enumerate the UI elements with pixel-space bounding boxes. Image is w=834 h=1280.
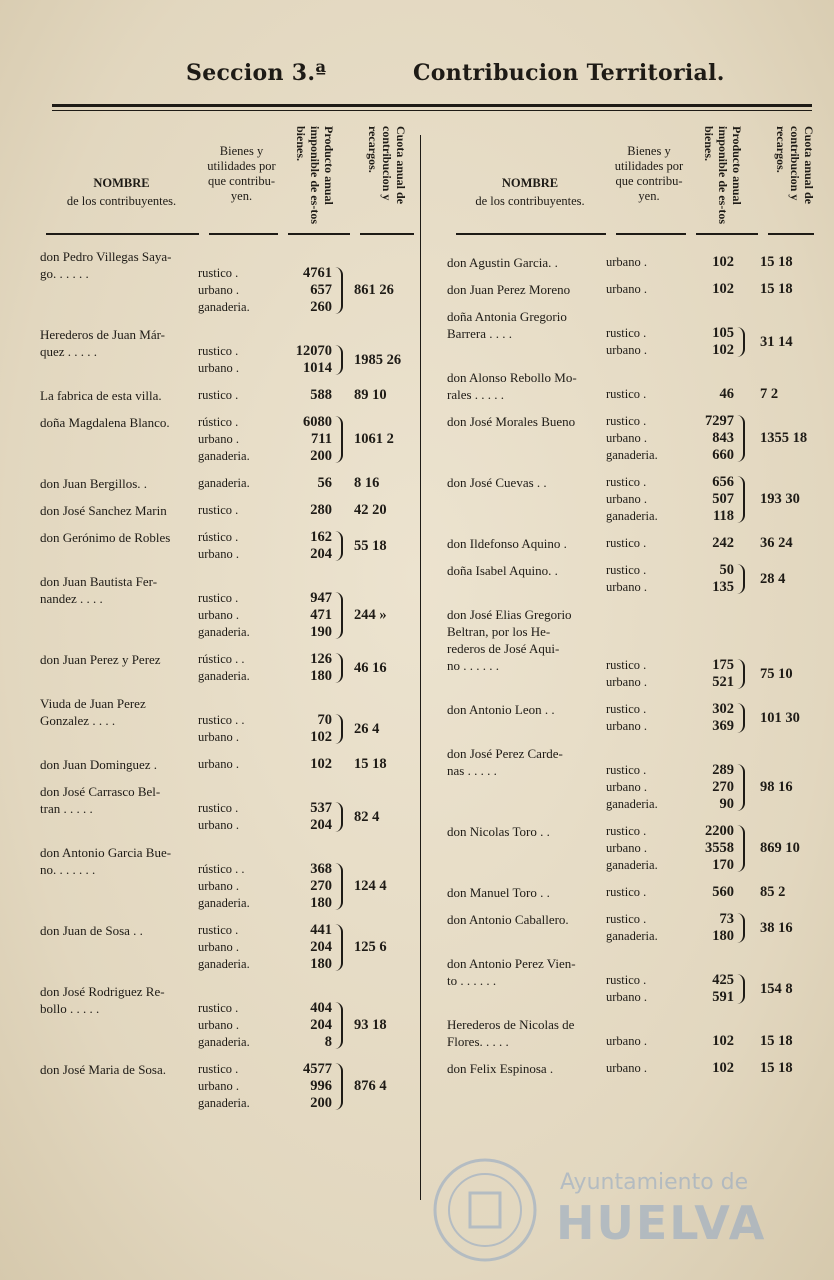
right-col-producto: Producto anual imponible de es-tos bienes. <box>702 126 744 225</box>
annual-product-value: 996 <box>310 1078 332 1094</box>
annual-tax-amount: 244 » <box>354 607 387 623</box>
contributor-name: don José Rodriguez Re- <box>40 984 165 999</box>
annual-tax-amount: 154 8 <box>760 980 793 997</box>
property-type: urbano . <box>606 719 647 733</box>
annual-tax-amount: 98 16 <box>760 779 793 795</box>
property-type: ganaderia. <box>606 509 658 523</box>
grouping-brace <box>737 764 745 811</box>
property-type: ganaderia. <box>198 476 250 490</box>
annual-tax-amount: 193 30 <box>760 491 800 507</box>
property-type: rustico . <box>198 801 239 815</box>
property-type: rustico . <box>606 912 647 926</box>
property-type: rustico . <box>606 536 647 550</box>
annual-product-value: 200 <box>310 1095 332 1111</box>
annual-product-value: 180 <box>712 928 734 944</box>
property-type: urbano . <box>606 780 647 794</box>
property-type: ganaderia. <box>606 797 658 811</box>
contributor-name: don Ildefonso Aquino . <box>447 536 567 551</box>
annual-product-value: 162 <box>310 529 332 545</box>
property-type: rustico . <box>198 503 239 517</box>
left-header-underline <box>288 233 350 235</box>
annual-tax-amount: 876 4 <box>354 1078 387 1094</box>
grouping-brace <box>335 267 343 314</box>
property-type: urbano . <box>606 1061 647 1075</box>
annual-tax-amount: 36 24 <box>760 535 793 551</box>
left-col-cuota: Cuota anual de contribucion y recargos. <box>366 126 408 205</box>
property-type: urbano . <box>606 675 647 689</box>
contributor-name: go. . . . . . <box>40 266 89 281</box>
contributor-name: don José Sanchez Marin <box>40 503 167 518</box>
annual-product-value: 7297 <box>705 413 734 429</box>
annual-product-value: 560 <box>712 884 734 900</box>
grouping-brace <box>335 714 343 744</box>
left-header-underline <box>360 233 414 235</box>
annual-product-value: 591 <box>712 989 734 1005</box>
contributor-name: don Gerónimo de Robles <box>40 530 171 545</box>
right-header-underline <box>456 233 606 235</box>
annual-product-value: 260 <box>310 299 332 315</box>
annual-tax-amount: 82 4 <box>354 808 380 825</box>
grouping-brace <box>335 1002 343 1049</box>
annual-tax-amount: 46 16 <box>354 659 387 676</box>
contributor-name: doña Isabel Aquino. . <box>447 563 558 578</box>
annual-tax-amount: 28 4 <box>760 570 786 587</box>
contributor-name: quez . . . . . <box>40 344 98 359</box>
grouping-brace <box>737 327 745 357</box>
annual-tax-amount: 15 18 <box>760 254 793 270</box>
grouping-brace <box>335 416 343 463</box>
right-col-nombre-title: NOMBRE <box>501 176 559 190</box>
grouping-brace <box>737 913 745 943</box>
annual-product-value: 46 <box>719 386 734 402</box>
property-type: urbano . <box>198 608 239 622</box>
contributor-name: don José Elias Gregorio <box>447 607 572 622</box>
contributor-name: don Juan de Sosa . . <box>40 923 143 938</box>
annual-product-value: 947 <box>310 590 332 606</box>
property-type: urbano . <box>606 841 647 855</box>
annual-product-value: 204 <box>310 817 332 833</box>
annual-product-value: 280 <box>310 502 332 518</box>
annual-product-value: 4577 <box>303 1061 332 1077</box>
annual-product-value: 90 <box>719 796 734 812</box>
property-type: rustico . <box>198 266 239 280</box>
property-type: rustico . <box>198 1001 239 1015</box>
annual-product-value: 368 <box>310 861 332 877</box>
annual-tax-amount: 7 2 <box>760 386 779 402</box>
contributor-name: don Juan Bautista Fer- <box>40 574 158 589</box>
property-type: rustico . <box>606 658 647 672</box>
property-type: urbano . <box>198 757 239 771</box>
annual-product-value: 204 <box>310 939 332 955</box>
property-type: rustico . <box>606 763 647 777</box>
right-col-cuota: Cuota anual de contribucion y recargos. <box>774 126 816 205</box>
property-type: rústico . . <box>198 652 245 666</box>
annual-product-value: 135 <box>712 579 734 595</box>
annual-tax-amount: 8 16 <box>354 475 380 491</box>
left-col-nombre-sub: de los contribuyentes. <box>66 194 177 208</box>
property-type: urbano . <box>606 580 647 594</box>
property-type: ganaderia. <box>198 669 250 683</box>
annual-tax-amount: 15 18 <box>760 1060 793 1076</box>
property-type: ganaderia. <box>198 300 250 314</box>
contributor-name: don José Carrasco Bel- <box>40 784 161 799</box>
contributor-name: don José Cuevas . . <box>447 475 547 490</box>
property-type: ganaderia. <box>606 448 658 462</box>
contributor-name: tran . . . . . <box>40 801 93 816</box>
property-type: urbano . <box>198 879 239 893</box>
contributor-name: Barrera . . . . <box>447 326 512 341</box>
property-type: urbano . <box>606 282 647 296</box>
watermark-text: Ayuntamiento de <box>560 1170 749 1195</box>
annual-tax-amount: 1061 2 <box>354 431 394 447</box>
property-type: rustico . <box>198 1062 239 1076</box>
annual-product-value: 170 <box>712 857 734 873</box>
left-col-producto: Producto anual imponible de es-tos bienes. <box>294 126 336 225</box>
contributor-name: don Antonio Caballero. <box>447 912 569 927</box>
annual-product-value: 404 <box>310 1000 332 1016</box>
annual-product-value: 70 <box>317 712 332 728</box>
grouping-brace <box>737 659 745 689</box>
contributor-name: Gonzalez . . . . <box>40 713 116 728</box>
property-type: rustico . <box>606 702 647 716</box>
right-header-underline <box>696 233 758 235</box>
contributor-name: to . . . . . . <box>447 973 497 988</box>
annual-tax-amount: 1985 26 <box>354 351 402 368</box>
annual-product-value: 180 <box>310 895 332 911</box>
city-seal-watermark <box>430 1155 540 1265</box>
contributor-name: Herederos de Juan Már- <box>40 327 165 342</box>
grouping-brace <box>737 825 745 872</box>
annual-product-value: 102 <box>712 342 734 358</box>
contributor-name: don Alonso Rebollo Mo- <box>447 370 577 385</box>
property-type: urbano . <box>198 283 239 297</box>
property-type: rustico . <box>606 387 647 401</box>
annual-product-value: 270 <box>310 878 332 894</box>
annual-product-value: 2200 <box>705 823 734 839</box>
property-type: rustico . <box>198 591 239 605</box>
annual-tax-amount: 869 10 <box>760 840 800 856</box>
contributor-name: don Agustin Garcia. . <box>447 255 558 270</box>
annual-tax-amount: 31 14 <box>760 333 793 350</box>
annual-product-value: 56 <box>317 475 332 491</box>
contributor-name: no. . . . . . . <box>40 862 96 877</box>
property-type: urbano . <box>198 432 239 446</box>
annual-product-value: 6080 <box>303 414 332 430</box>
annual-tax-amount: 15 18 <box>760 281 793 297</box>
property-type: ganaderia. <box>198 957 250 971</box>
property-type: rústico . <box>198 415 239 429</box>
property-type: urbano . <box>198 940 239 954</box>
annual-product-value: 73 <box>719 911 734 927</box>
annual-product-value: 471 <box>310 607 332 623</box>
annual-product-value: 204 <box>310 1017 332 1033</box>
property-type: rústico . . <box>198 862 245 876</box>
contributor-name: Flores. . . . . <box>447 1034 509 1049</box>
right-header-underline <box>616 233 686 235</box>
annual-product-value: 711 <box>311 431 332 447</box>
right-header-underline <box>768 233 814 235</box>
property-type: rustico . <box>606 475 647 489</box>
left-col-nombre-title: NOMBRE <box>93 176 150 190</box>
property-type: urbano . <box>606 431 647 445</box>
property-type: urbano . <box>606 1034 647 1048</box>
section-title: Seccion 3.ª <box>186 60 327 86</box>
annual-tax-amount: 124 4 <box>354 878 387 894</box>
grouping-brace <box>335 802 343 832</box>
annual-product-value: 656 <box>712 474 734 490</box>
grouping-brace <box>737 703 745 733</box>
annual-product-value: 660 <box>712 447 734 463</box>
property-type: rustico . <box>606 885 647 899</box>
property-type: rustico . <box>606 414 647 428</box>
contributor-name: don Juan Perez y Perez <box>40 652 161 667</box>
left-col-bienes: Bienes y utilidades por que contribu-yen. <box>207 144 276 203</box>
annual-tax-amount: 101 30 <box>760 709 800 726</box>
property-type: urbano . <box>606 255 647 269</box>
property-type: urbano . <box>198 547 239 561</box>
annual-product-value: 657 <box>310 282 332 298</box>
annual-product-value: 190 <box>310 624 332 640</box>
property-type: ganaderia. <box>198 1035 250 1049</box>
annual-product-value: 180 <box>310 668 332 684</box>
contributor-name: don Felix Espinosa . <box>447 1061 554 1076</box>
contributor-name: don Antonio Leon . . <box>447 702 555 717</box>
property-type: urbano . <box>198 1018 239 1032</box>
property-type: rustico . <box>198 388 239 402</box>
annual-product-value: 12070 <box>295 343 332 359</box>
annual-product-value: 441 <box>310 922 332 938</box>
annual-product-value: 200 <box>310 448 332 464</box>
contributor-name: rederos de José Aqui- <box>447 641 560 656</box>
contributor-name: don Manuel Toro . . <box>447 885 550 900</box>
property-type: ganaderia. <box>198 1096 250 1110</box>
grouping-brace <box>335 1063 343 1110</box>
property-type: rustico . <box>606 326 647 340</box>
annual-tax-amount: 26 4 <box>354 720 380 737</box>
contributor-name: don Nicolas Toro . . <box>447 824 550 839</box>
contributor-name: no . . . . . . <box>447 658 499 673</box>
watermark-brand: HUELVA <box>556 1196 767 1250</box>
annual-product-value: 270 <box>712 779 734 795</box>
annual-tax-amount: 55 18 <box>354 537 387 554</box>
annual-product-value: 4761 <box>303 265 332 281</box>
annual-product-value: 369 <box>712 718 734 734</box>
property-type: rustico . <box>606 824 647 838</box>
left-header-underline <box>209 233 278 235</box>
property-type: rustico . <box>606 973 647 987</box>
contributor-name: don Pedro Villegas Saya- <box>40 249 172 264</box>
annual-product-value: 204 <box>310 546 332 562</box>
annual-tax-amount: 85 2 <box>760 884 786 900</box>
contributor-name: Herederos de Nicolas de <box>447 1017 575 1032</box>
annual-product-value: 8 <box>324 1034 332 1050</box>
annual-product-value: 102 <box>310 756 332 772</box>
property-type: ganaderia. <box>198 449 250 463</box>
property-type: urbano . <box>606 990 647 1004</box>
right-col-nombre-sub: de los contribuyentes. <box>475 194 585 208</box>
contributor-name: rales . . . . . <box>447 387 505 402</box>
property-type: ganaderia. <box>198 896 250 910</box>
property-type: ganaderia. <box>198 625 250 639</box>
contributor-name: don José Morales Bueno <box>447 414 576 429</box>
annual-product-value: 105 <box>712 325 734 341</box>
annual-tax-amount: 93 18 <box>354 1017 387 1033</box>
annual-product-value: 425 <box>712 972 734 988</box>
annual-product-value: 537 <box>310 800 332 816</box>
contributor-name: doña Antonia Gregorio <box>447 309 567 324</box>
right-col-bienes: Bienes y utilidades por que contribu-yen. <box>614 144 684 203</box>
grouping-brace <box>737 974 745 1004</box>
grouping-brace <box>335 345 343 375</box>
property-type: rústico . <box>198 530 239 544</box>
annual-tax-amount: 89 10 <box>354 387 387 403</box>
annual-product-value: 102 <box>712 1060 734 1076</box>
annual-product-value: 1014 <box>303 360 332 376</box>
annual-product-value: 126 <box>310 651 332 667</box>
property-type: rustico . <box>606 563 647 577</box>
grouping-brace <box>335 592 343 639</box>
annual-product-value: 102 <box>712 281 734 297</box>
property-type: urbano . <box>606 492 647 506</box>
property-type: rustico . <box>198 344 239 358</box>
annual-tax-amount: 125 6 <box>354 939 387 955</box>
annual-product-value: 175 <box>712 657 734 673</box>
property-type: urbano . <box>198 361 239 375</box>
grouping-brace <box>335 653 343 683</box>
annual-product-value: 302 <box>712 701 734 717</box>
property-type: urbano . <box>198 818 239 832</box>
annual-product-value: 50 <box>719 562 734 578</box>
left-header-underline <box>46 233 199 235</box>
contributor-name: don José Maria de Sosa. <box>40 1062 167 1077</box>
contributor-name: Beltran, por los He- <box>447 624 551 639</box>
property-type: urbano . <box>606 343 647 357</box>
annual-product-value: 289 <box>712 762 734 778</box>
page-title: Contribucion Territorial. <box>413 60 725 86</box>
contributor-name: Viuda de Juan Perez <box>40 696 146 711</box>
contributor-name: La fabrica de esta villa. <box>40 388 162 403</box>
contributor-name: nas . . . . . <box>447 763 497 778</box>
annual-tax-amount: 15 18 <box>760 1033 793 1049</box>
contributor-name: don Juan Dominguez . <box>40 757 157 772</box>
annual-tax-amount: 1355 18 <box>760 430 808 446</box>
grouping-brace <box>335 531 343 561</box>
annual-product-value: 102 <box>310 729 332 745</box>
annual-product-value: 843 <box>712 430 734 446</box>
contributor-name: nandez . . . . <box>40 591 103 606</box>
contributor-name: don Juan Bergillos. . <box>40 476 148 491</box>
property-type: ganaderia. <box>606 858 658 872</box>
annual-tax-amount: 861 26 <box>354 282 394 298</box>
annual-tax-amount: 42 20 <box>354 502 387 518</box>
contributor-name: don José Perez Carde- <box>447 746 563 761</box>
annual-product-value: 507 <box>712 491 734 507</box>
annual-product-value: 3558 <box>705 840 734 856</box>
annual-tax-amount: 15 18 <box>354 756 387 772</box>
top-rule-thin <box>52 110 812 111</box>
annual-product-value: 102 <box>712 1033 734 1049</box>
property-type: rustico . <box>198 923 239 937</box>
annual-tax-amount: 75 10 <box>760 665 793 682</box>
annual-product-value: 242 <box>712 535 734 551</box>
grouping-brace <box>737 564 745 594</box>
grouping-brace <box>737 415 745 462</box>
annual-tax-amount: 38 16 <box>760 919 793 936</box>
grouping-brace <box>335 863 343 910</box>
property-type: rustico . . <box>198 713 245 727</box>
property-type: ganaderia. <box>606 929 658 943</box>
contributor-name: don Antonio Perez Vien- <box>447 956 576 971</box>
grouping-brace <box>737 476 745 523</box>
annual-product-value: 102 <box>712 254 734 270</box>
annual-product-value: 588 <box>310 387 332 403</box>
contributor-name: bollo . . . . . <box>40 1001 100 1016</box>
property-type: urbano . <box>198 1079 239 1093</box>
contributor-name: doña Magdalena Blanco. <box>40 415 170 430</box>
top-rule <box>52 104 812 107</box>
annual-product-value: 521 <box>712 674 734 690</box>
column-divider <box>420 135 421 1200</box>
property-type: urbano . <box>198 730 239 744</box>
grouping-brace <box>335 924 343 971</box>
annual-product-value: 180 <box>310 956 332 972</box>
annual-product-value: 118 <box>713 508 734 524</box>
contributor-name: don Juan Perez Moreno <box>447 282 571 297</box>
contributor-name: don Antonio Garcia Bue- <box>40 845 172 860</box>
